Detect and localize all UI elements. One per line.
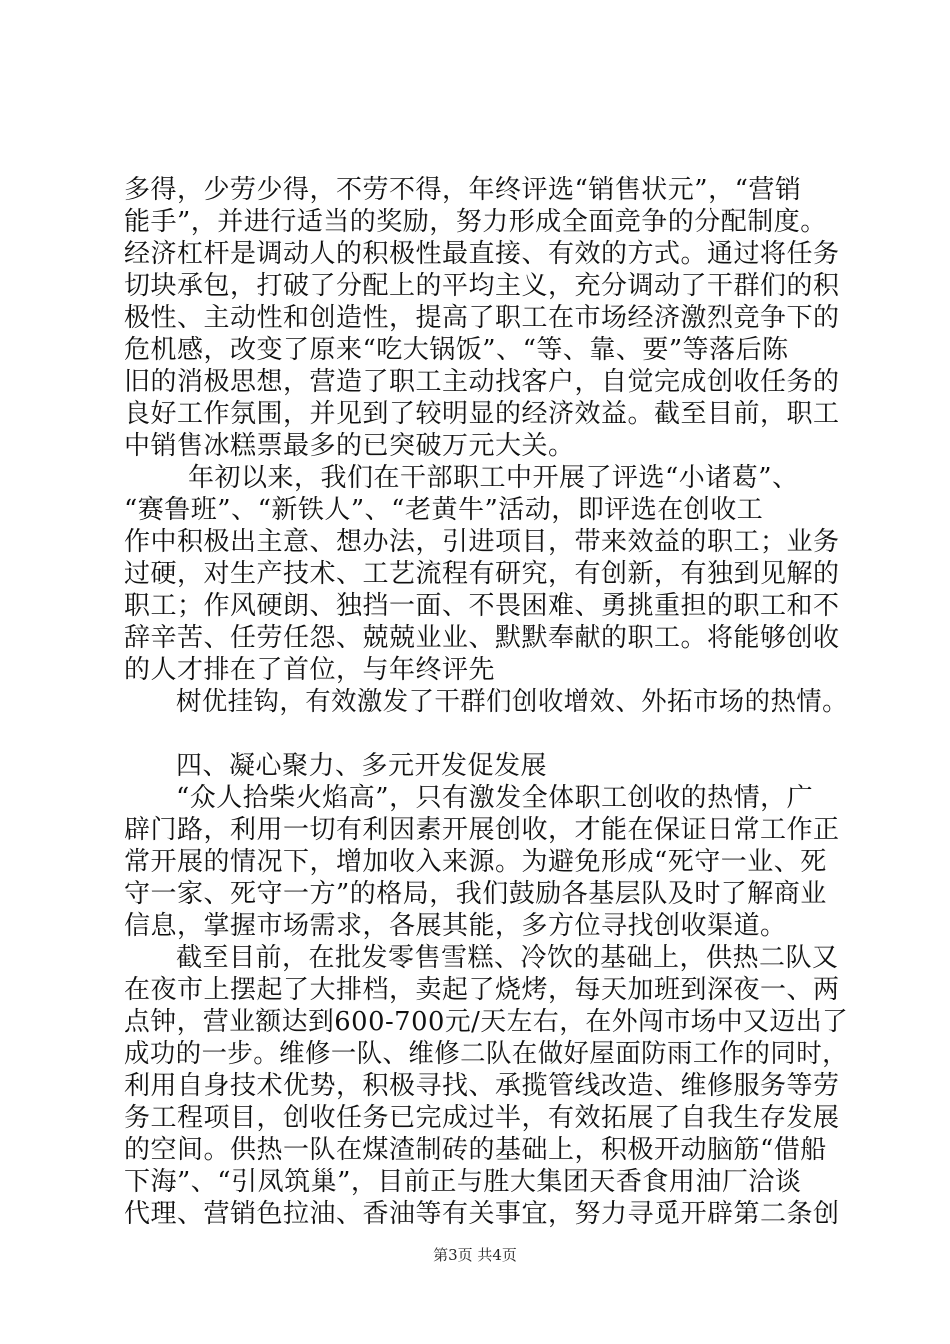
text-line: 辞辛苦、任劳任怨、兢兢业业、默默奉献的职工。将能够创收	[124, 623, 840, 653]
text-line: 极性、主动性和创造性，提高了职工在市场经济激烈竞争下的	[124, 303, 840, 333]
text-line: 成功的一步。维修一队、维修二队在做好屋面防雨工作的同时，	[124, 1039, 848, 1069]
text-line: 利用自身技术优势，积极寻找、承揽管线改造、维修服务等劳	[124, 1071, 840, 1101]
text-line: 的人才排在了首位，与年终评先	[124, 655, 496, 685]
text-line: 良好工作氛围，并见到了较明显的经济效益。截至目前，职工	[124, 399, 840, 429]
text-line: “赛鲁班”、“新铁人”、“老黄牛”活动，即评选在创收工	[124, 495, 764, 525]
text-line: 的空间。供热一队在煤渣制砖的基础上，积极开动脑筋“借船	[124, 1135, 827, 1165]
text-line: 下海”、“引凤筑巢”，目前正与胜大集团天香食用油厂洽谈	[124, 1167, 802, 1197]
section-heading: 四、凝心聚力、多元开发促发展	[176, 751, 548, 781]
paragraph-first-line: “众人拾柴火焰高”，只有激发全体职工创收的热情，广	[176, 783, 814, 813]
text-line: 中销售冰糕票最多的已突破万元大关。	[124, 431, 575, 461]
text-line: 职工；作风硬朗、独挡一面、不畏困难、勇挑重担的职工和不	[124, 591, 840, 621]
page-footer: 第3页 共4页	[433, 1246, 517, 1264]
paragraph-first-line: 截至目前，在批发零售雪糕、冷饮的基础上，供热二队又	[176, 943, 839, 973]
text-line: 旧的消极思想，营造了职工主动找客户，自觉完成创收任务的	[124, 367, 840, 397]
text-line: 常开展的情况下，增加收入来源。为避免形成“死守一业、死	[124, 847, 827, 877]
text-line: 危机感，改变了原来“吃大锅饭”、“等、靠、要”等落后陈	[124, 335, 789, 365]
text-line: 守一家、死守一方”的格局，我们鼓励各基层队及时了解商业	[124, 879, 827, 909]
text-line: 信息，掌握市场需求，各展其能，多方位寻找创收渠道。	[124, 911, 787, 941]
text-line: 点钟，营业额达到600-700元/天左右，在外闯市场中又迈出了	[124, 1007, 849, 1037]
paragraph-first-line: 年初以来，我们在干部职工中开展了评选“小诸葛”、	[188, 463, 799, 493]
text-line: 切块承包，打破了分配上的平均主义，充分调动了干群们的积	[124, 271, 840, 301]
text-line: 作中积极出主意、想办法，引进项目，带来效益的职工；业务	[124, 527, 840, 557]
text-line: 辟门路，利用一切有利因素开展创收，才能在保证日常工作正	[124, 815, 840, 845]
text-line: 多得，少劳少得，不劳不得，年终评选“销售状元”，“营销	[124, 175, 802, 205]
text-line: 经济杠杆是调动人的积极性最直接、有效的方式。通过将任务	[124, 239, 840, 269]
text-line: 务工程项目，创收任务已完成过半，有效拓展了自我生存发展	[124, 1103, 840, 1133]
text-line: 过硬，对生产技术、工艺流程有研究，有创新，有独到见解的	[124, 559, 840, 589]
text-line: 代理、营销色拉油、香油等有关事宜，努力寻觅开辟第二条创	[124, 1199, 840, 1229]
text-line: 能手”，并进行适当的奖励，努力形成全面竞争的分配制度。	[124, 207, 827, 237]
paragraph-first-line: 树优挂钩，有效激发了干群们创收增效、外拓市场的热情。	[176, 687, 848, 717]
text-line: 在夜市上摆起了大排档，卖起了烧烤，每天加班到深夜一、两	[124, 975, 840, 1005]
